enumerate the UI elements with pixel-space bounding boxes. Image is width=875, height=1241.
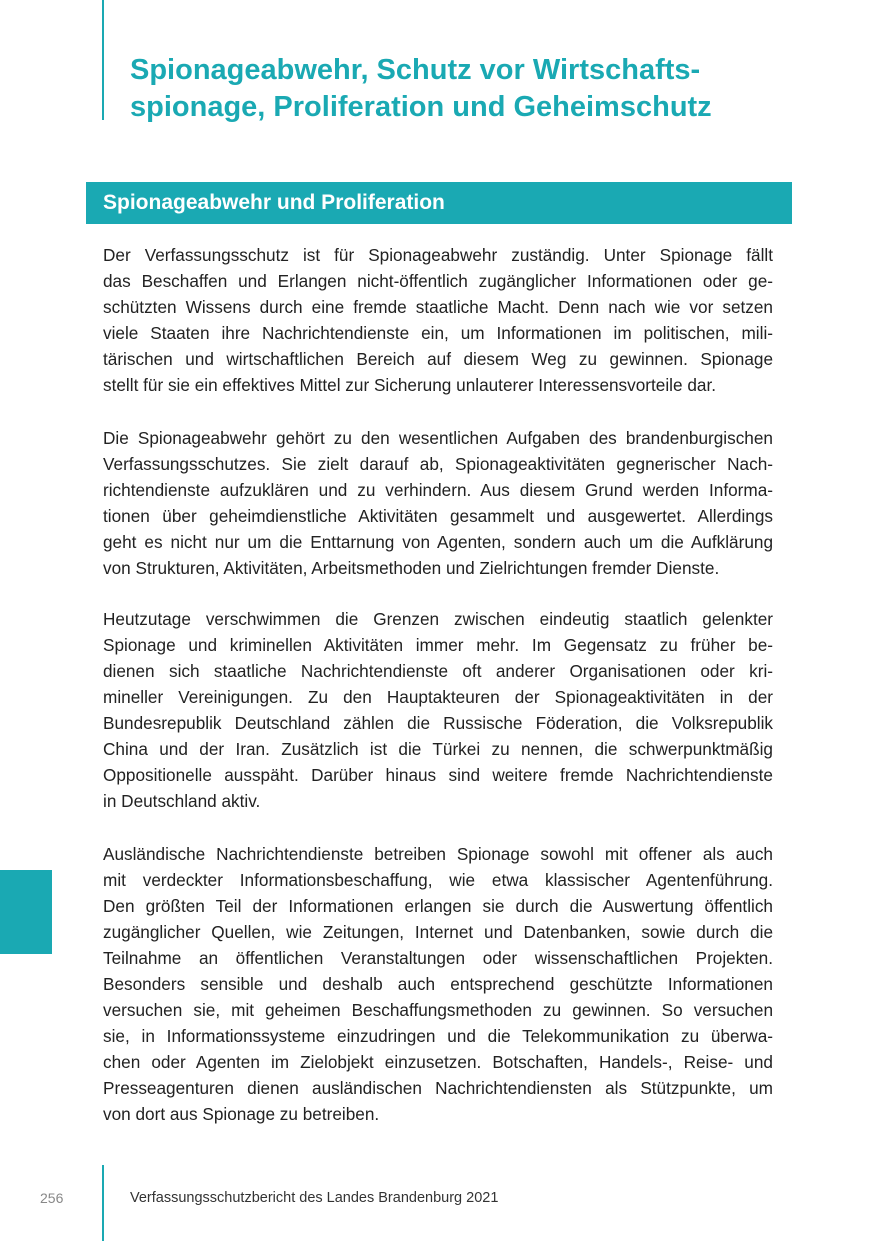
paragraph-3 <box>103 606 773 814</box>
paragraph-4 <box>103 841 773 1127</box>
text-line: tärischen und wirtschaftlichen Bereich auf diesem Weg zu gewinnen. Spionage <box>103 349 773 369</box>
text-line: dienen sich staatliche Nachrichtendienste oft anderer Organisationen oder kri- <box>103 661 773 681</box>
text-line: chen oder Agenten im Zielobjekt einzusetzen. Botschaften, Handels-, Reise- und <box>103 1052 773 1072</box>
text-line: Oppositionelle ausspäht. Darüber hinaus sind weitere fremde Nachrichtendienste <box>103 765 773 785</box>
text-line: Ausländische Nachrichtendienste betreiben Spionage sowohl mit offener als auch <box>103 844 773 864</box>
paragraph-2 <box>103 425 773 581</box>
text-line: in Deutschland aktiv. <box>103 791 261 811</box>
text-line: tionen über geheimdienstliche Aktivitäten gesammelt und ausgewertet. Allerdings <box>103 506 773 526</box>
chapter-side-tab <box>0 870 52 954</box>
text-line: stellt für sie ein effektives Mittel zur Sicherung unlauterer Interessensvorteile dar. <box>103 375 717 395</box>
text-line: Spionage und kriminellen Aktivitäten immer mehr. Im Gegensatz zu früher be- <box>103 635 773 655</box>
text-line: Der Verfassungsschutz ist für Spionageabwehr zuständig. Unter Spionage fällt <box>103 245 773 265</box>
text-line: schützten Wissens durch eine fremde staatliche Macht. Denn nach wie vor setzen <box>103 297 773 317</box>
paragraph-1 <box>103 242 773 398</box>
footer-vertical-rule <box>102 1165 104 1241</box>
section-heading-bar <box>86 182 792 224</box>
top-vertical-rule <box>102 0 104 120</box>
page-title-line: spionage, Proliferation und Geheimschutz <box>130 91 712 123</box>
text-line: Heutzutage verschwimmen die Grenzen zwischen eindeutig staatlich gelenkter <box>103 609 773 629</box>
text-line: Presseagenturen dienen ausländischen Nachrichtendiensten als Stützpunkte, um <box>103 1078 773 1098</box>
text-line: zugänglicher Quellen, wie Zeitungen, Internet und Datenbanken, sowie durch die <box>103 922 773 942</box>
text-line: Den größten Teil der Informationen erlangen sie durch die Auswertung öffentlich <box>103 896 773 916</box>
text-line: versuchen sie, mit geheimen Beschaffungsmethoden zu gewinnen. So versuchen <box>103 1000 773 1020</box>
text-line: von dort aus Spionage zu betreiben. <box>103 1104 380 1124</box>
text-line: Teilnahme an öffentlichen Veranstaltungen oder wissenschaftlichen Projekten. <box>103 948 773 968</box>
page-number: 256 <box>40 1190 64 1206</box>
footer-publication-title: Verfassungsschutzbericht des Landes Brandenburg 2021 <box>130 1190 499 1206</box>
text-line: von Strukturen, Aktivitäten, Arbeitsmethoden und Zielrichtungen fremder Dienste. <box>103 558 720 578</box>
text-line: mineller Vereinigungen. Zu den Hauptakteuren der Spionageaktivitäten in der <box>103 687 773 707</box>
text-line: Die Spionageabwehr gehört zu den wesentlichen Aufgaben des brandenburgischen <box>103 428 773 448</box>
page-title-line: Spionageabwehr, Schutz vor Wirtschafts- <box>130 54 701 86</box>
text-line: sie, in Informationssysteme einzudringen und die Telekommunikation zu überwa- <box>103 1026 773 1046</box>
text-line: richtendienste aufzuklären und zu verhindern. Aus diesem Grund werden Informa- <box>103 480 773 500</box>
text-line: mit verdeckter Informationsbeschaffung, wie etwa klassischer Agentenführung. <box>103 870 773 890</box>
text-line: das Beschaffen und Erlangen nicht-öffentlich zugänglicher Informationen oder ge- <box>103 271 773 291</box>
section-heading: Spionageabwehr und Proliferation <box>103 191 445 214</box>
text-line: geht es nicht nur um die Enttarnung von Agenten, sondern auch um die Aufklärung <box>103 532 773 552</box>
text-line: Verfassungsschutzes. Sie zielt darauf ab, Spionageaktivitäten gegnerischer Nach- <box>103 454 773 474</box>
text-line: Bundesrepublik Deutschland zählen die Russische Föderation, die Volksrepublik <box>103 713 773 733</box>
text-line: viele Staaten ihre Nachrichtendienste ein, um Informationen im politischen, mili- <box>103 323 773 343</box>
text-line: China und der Iran. Zusätzlich ist die Türkei zu nennen, die schwerpunktmäßig <box>103 739 773 759</box>
page-title <box>130 52 830 126</box>
text-line: Besonders sensible und deshalb auch entsprechend geschützte Informationen <box>103 974 773 994</box>
